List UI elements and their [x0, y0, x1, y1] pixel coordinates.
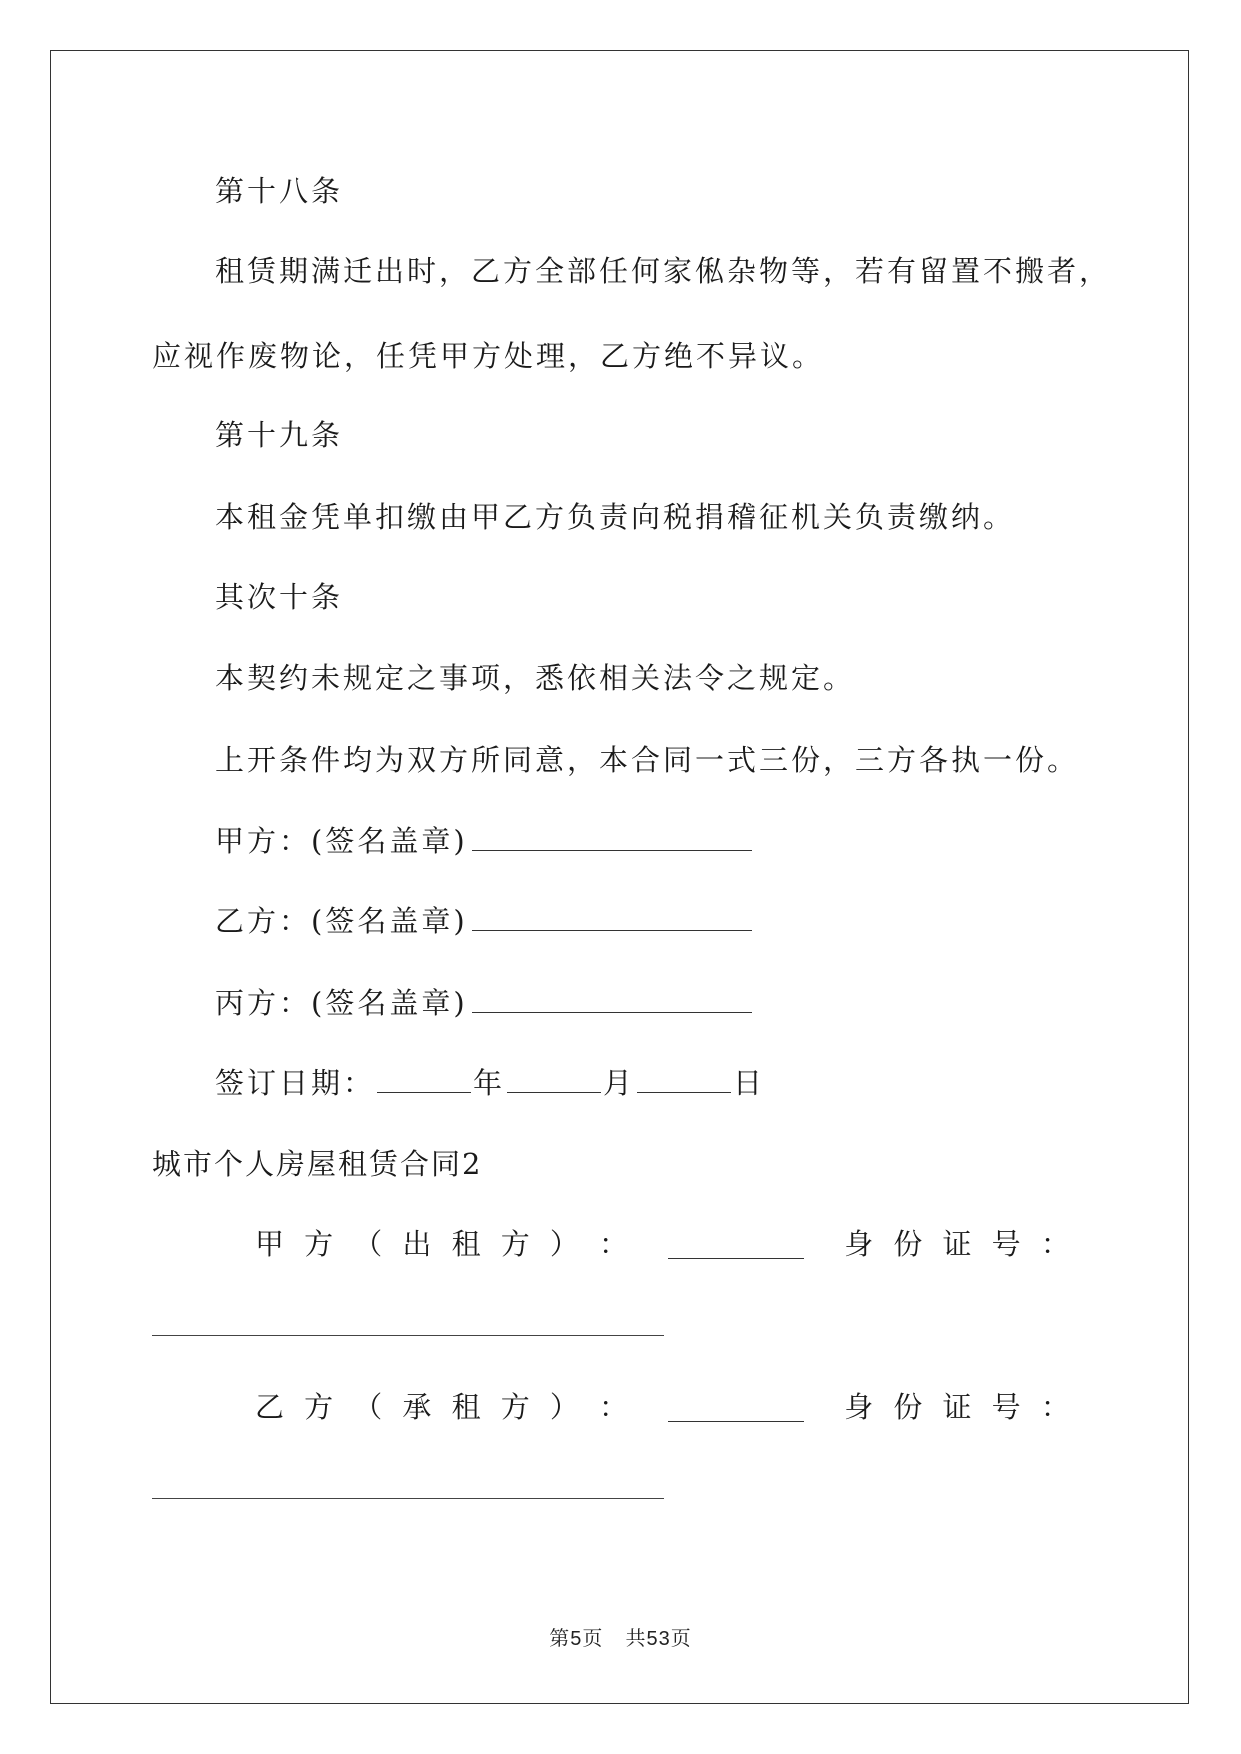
lessee-char: 乙 [255, 1390, 285, 1424]
article-20-heading: 其次十条 [215, 580, 344, 614]
lessor-char: 租 [451, 1227, 481, 1261]
id-char: 号 [991, 1390, 1021, 1424]
article-20-body: 本契约未规定之事项，悉依相关法令之规定。 [215, 661, 856, 695]
id-char: 份 [893, 1390, 923, 1424]
party-c-signature [215, 988, 752, 1018]
page-frame [50, 50, 1189, 1704]
article-18-line-2: 应视作废物论，任凭甲方处理，乙方绝不异议。 [152, 339, 825, 373]
id-char: 证 [942, 1390, 972, 1424]
day-label: 日 [733, 1066, 766, 1100]
lessee-char: 方 [304, 1390, 334, 1424]
lessor-name-blank [668, 1234, 804, 1259]
lessor-char: 甲 [255, 1227, 285, 1261]
lessee-char: 方 [500, 1390, 530, 1424]
lessee-id-blank [152, 1498, 664, 1499]
article-19-body: 本租金凭单扣缴由甲乙方负责向税捐稽征机关负责缴纳。 [215, 500, 1016, 534]
id-char: 号 [991, 1227, 1021, 1261]
closing-statement: 上开条件均为双方所同意，本合同一式三份，三方各执一份。 [215, 743, 1080, 777]
article-18-line-1: 租赁期满迁出时，乙方全部任何家俬杂物等，若有留置不搬者， [215, 254, 1112, 288]
party-c-signature-blank [472, 988, 752, 1013]
month-label: 月 [603, 1066, 636, 1100]
party-a-label: 甲方：(签名盖章) [215, 824, 468, 858]
id-char: 份 [893, 1227, 923, 1261]
lessor-char: ） [549, 1227, 579, 1261]
current-page-number: 5 [570, 1628, 583, 1650]
lessor-char: 方 [304, 1227, 334, 1261]
signing-date [215, 1068, 765, 1098]
total-page-count: 53 [646, 1628, 671, 1650]
lessor-char: 方 [500, 1227, 530, 1261]
lessor-char: 出 [402, 1227, 432, 1261]
lessor-char: （ [353, 1227, 383, 1261]
party-b-signature [215, 906, 752, 936]
id-char: 身 [844, 1227, 874, 1261]
signing-date-label: 签订日期： [215, 1066, 376, 1100]
party-b-signature-blank [472, 906, 752, 931]
party-a-signature [215, 826, 752, 856]
id-char: 身 [844, 1390, 874, 1424]
footer-total-prefix: 共 [625, 1626, 647, 1650]
lessee-name-blank [668, 1397, 804, 1422]
lessee-char: ） [549, 1390, 579, 1424]
year-label: 年 [473, 1066, 506, 1100]
lessee-row [255, 1390, 1070, 1424]
lessor-id-blank [152, 1335, 664, 1336]
year-blank [377, 1068, 471, 1093]
lessor-char: ： [598, 1227, 628, 1261]
lessor-row [255, 1227, 1070, 1261]
id-char: ： [1040, 1227, 1070, 1261]
party-c-label: 丙方：(签名盖章) [215, 986, 468, 1020]
lessee-char: 租 [451, 1390, 481, 1424]
month-blank [507, 1068, 601, 1093]
contract-2-title: 城市个人房屋租赁合同2 [152, 1147, 483, 1181]
id-char: ： [1040, 1390, 1070, 1424]
lessee-char: ： [598, 1390, 628, 1424]
article-18-heading: 第十八条 [215, 174, 344, 208]
footer-prefix: 第 [549, 1626, 571, 1650]
lessee-char: 承 [402, 1390, 432, 1424]
footer-total-suffix: 页 [670, 1626, 692, 1650]
party-a-signature-blank [472, 826, 752, 851]
id-char: 证 [942, 1227, 972, 1261]
article-19-heading: 第十九条 [215, 418, 344, 452]
footer-page-suffix: 页 [582, 1626, 604, 1650]
day-blank [637, 1068, 731, 1093]
page-footer [0, 1622, 1241, 1651]
lessee-char: （ [353, 1390, 383, 1424]
party-b-label: 乙方：(签名盖章) [215, 904, 468, 938]
